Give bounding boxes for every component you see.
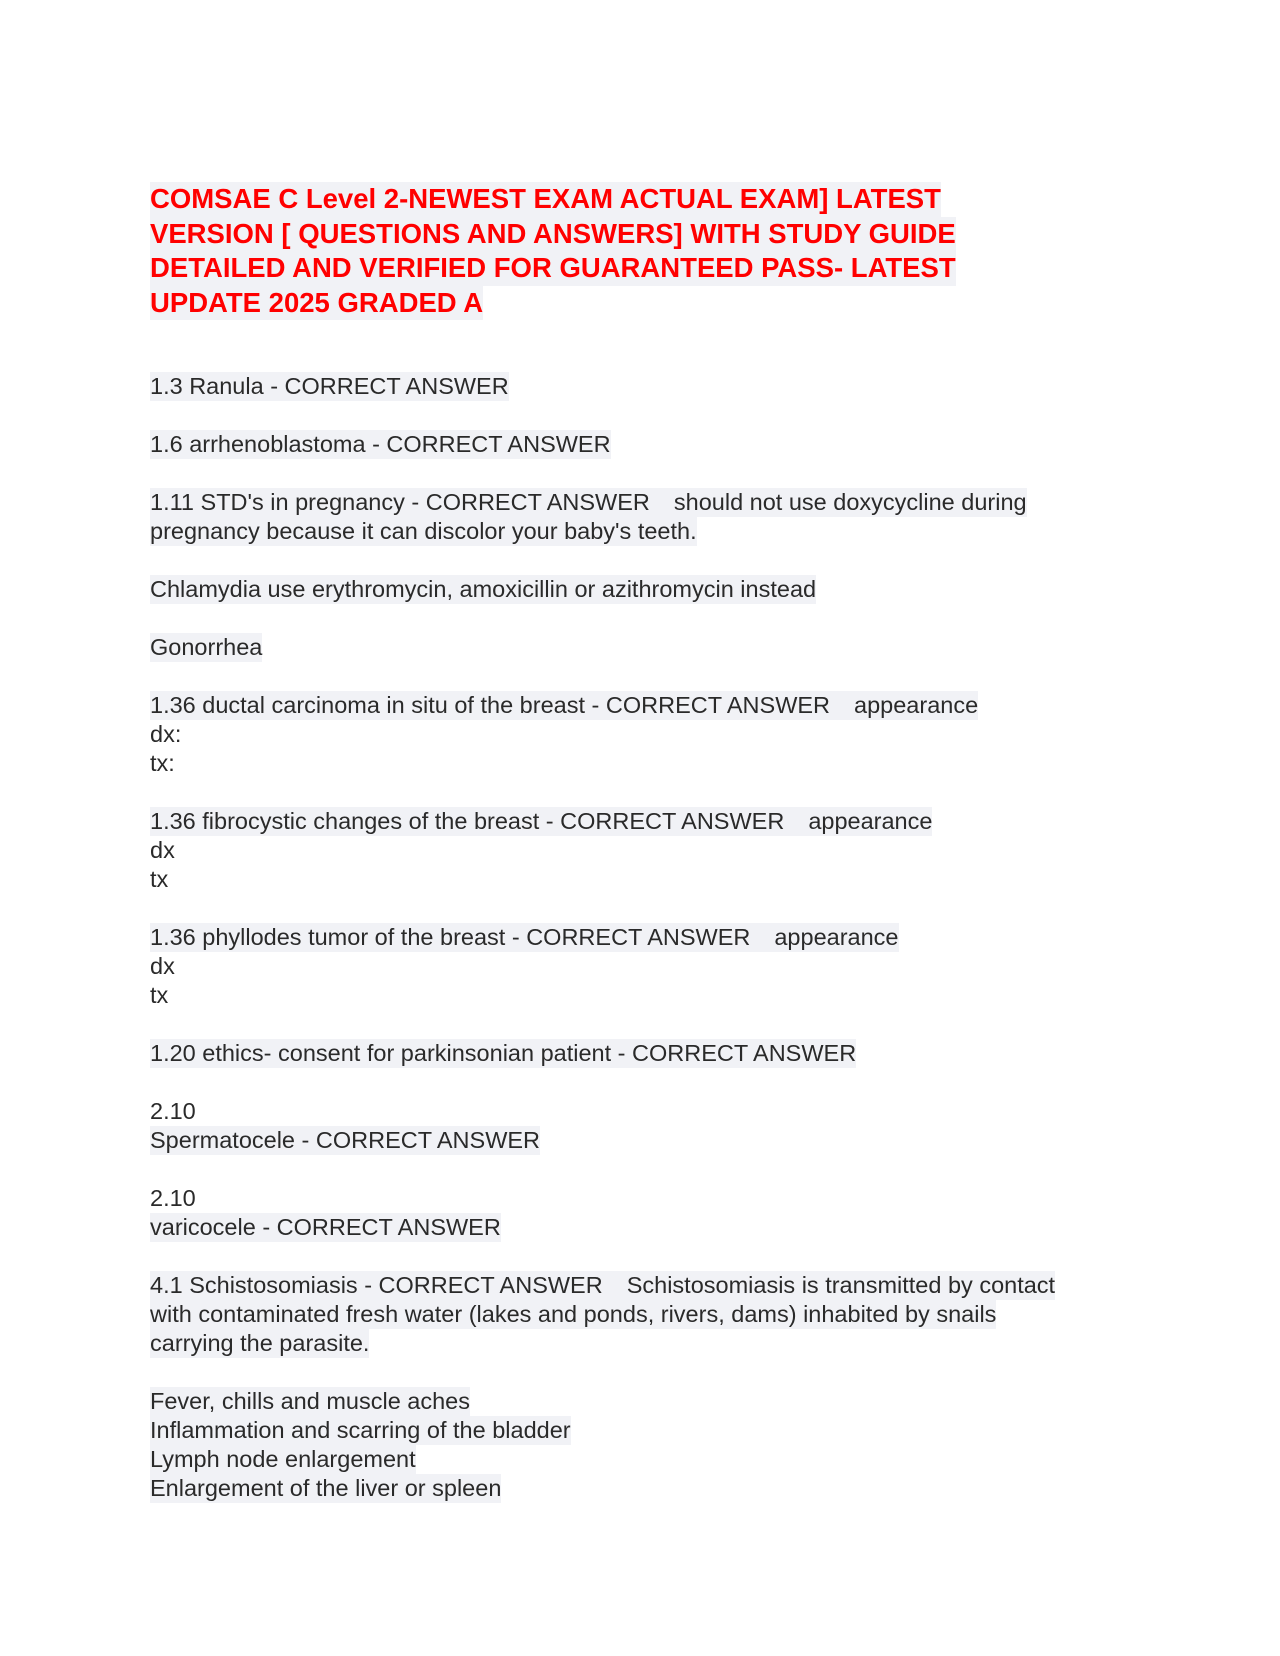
entry-question: 1.20 ethics- consent for parkinsonian patient - CORRECT ANSWER: [150, 1040, 857, 1066]
entry-question: 1.3 Ranula - CORRECT ANSWER: [150, 373, 509, 399]
title-line: DETAILED AND VERIFIED FOR GUARANTEED PASS- LATEST: [150, 252, 956, 283]
title-line: COMSAE C Level 2-NEWEST EXAM ACTUAL EXAM] LATEST: [150, 183, 941, 214]
entry-dcis: [150, 691, 1150, 778]
symptom-item: Inflammation and scarring of the bladder: [150, 1417, 571, 1443]
entry-answer-continued: with contaminated fresh water (lakes and ponds, rivers, dams) inhabited by snails: [150, 1301, 997, 1327]
entry-question: Spermatocele - CORRECT ANSWER: [150, 1127, 541, 1153]
entry-tx: tx: [150, 866, 169, 892]
entry-spermatocele: [150, 1097, 1150, 1155]
entry-number: 2.10: [150, 1098, 196, 1124]
entry-question: 1.36 phyllodes tumor of the breast - CORRECT ANSWER: [150, 924, 751, 950]
entry-number: 2.10: [150, 1185, 196, 1211]
document-content: [150, 182, 1150, 1532]
entry-dx: dx:: [150, 721, 182, 747]
document-title: [150, 182, 1150, 320]
entry-question: 1.6 arrhenoblastoma - CORRECT ANSWER: [150, 431, 611, 457]
entry-std-pregnancy: [150, 488, 1150, 546]
entry-line: [150, 691, 978, 720]
entry-ethics: [150, 1039, 1150, 1068]
entry-gonorrhea: [150, 633, 1150, 662]
entry-tx: tx: [150, 982, 169, 1008]
entry-answer: appearance: [808, 808, 933, 834]
entry-dx: dx: [150, 953, 175, 979]
symptom-list: [150, 1387, 1150, 1503]
entry-question: 1.36 ductal carcinoma in situ of the breast - CORRECT ANSWER: [150, 692, 831, 718]
entry-line: [150, 1271, 1055, 1300]
entry-answer-continued: carrying the parasite.: [150, 1330, 370, 1356]
entry-tx: tx:: [150, 750, 175, 776]
entry-text: Gonorrhea: [150, 634, 263, 660]
entry-question: varicocele - CORRECT ANSWER: [150, 1214, 501, 1240]
entry-text: Chlamydia use erythromycin, amoxicillin or azithromycin instead: [150, 576, 817, 602]
entry-line: [150, 923, 899, 952]
entry-fibrocystic: [150, 807, 1150, 894]
entry-line: [150, 488, 1027, 517]
entry-answer: should not use doxycycline during: [673, 489, 1027, 515]
symptom-item: Lymph node enlargement: [150, 1446, 416, 1472]
entry-line: [150, 807, 932, 836]
entry-question: 1.36 fibrocystic changes of the breast - CORRECT ANSWER: [150, 808, 785, 834]
entry-answer: Schistosomiasis is transmitted by contact: [626, 1272, 1056, 1298]
entry-phyllodes: [150, 923, 1150, 1010]
entry-varicocele: [150, 1184, 1150, 1242]
entry-chlamydia: [150, 575, 1150, 604]
symptom-item: Enlargement of the liver or spleen: [150, 1475, 502, 1501]
entry-question: 4.1 Schistosomiasis - CORRECT ANSWER: [150, 1272, 603, 1298]
entry-answer: appearance: [854, 692, 979, 718]
entry-answer: appearance: [774, 924, 899, 950]
entry-dx: dx: [150, 837, 175, 863]
entry-answer-continued: pregnancy because it can discolor your baby's teeth.: [150, 518, 697, 544]
entry-arrhenoblastoma: [150, 430, 1150, 459]
entry-question: 1.11 STD's in pregnancy - CORRECT ANSWER: [150, 489, 650, 515]
entry-schistosomiasis: [150, 1271, 1150, 1358]
entry-ranula: [150, 372, 1150, 401]
title-line: VERSION [ QUESTIONS AND ANSWERS] WITH STUDY GUIDE: [150, 217, 956, 249]
title-line: UPDATE 2025 GRADED A: [150, 286, 484, 318]
symptom-item: Fever, chills and muscle aches: [150, 1388, 471, 1414]
